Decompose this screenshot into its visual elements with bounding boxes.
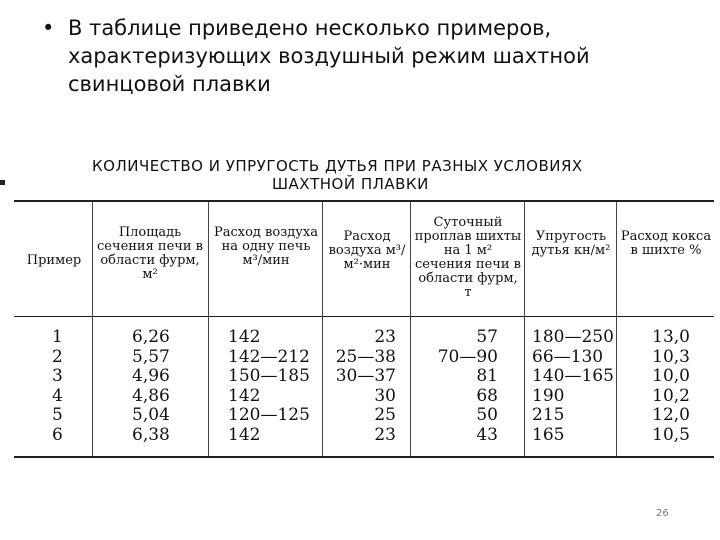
table-cell: 43 <box>476 424 498 445</box>
table-cell: 180—250 <box>532 327 614 347</box>
table-cell: 12,0 <box>652 405 690 425</box>
table-cell: 150—185 <box>228 366 310 386</box>
table-cell: 4 <box>52 385 63 406</box>
column-divider <box>208 202 209 456</box>
table-cell: 142 <box>228 385 261 406</box>
table-cell: 5,57 <box>132 346 170 367</box>
table-cell: 23 <box>374 327 396 347</box>
table-cell: 13,0 <box>652 327 690 347</box>
header-area: Площадь сечения печи в области фурм, м² <box>97 225 203 282</box>
table-cell: 81 <box>476 366 498 386</box>
table-title-line1: КОЛИЧЕСТВО И УПРУГОСТЬ ДУТЬЯ ПРИ РАЗНЫХ УСЛОВИЯХ <box>92 157 583 175</box>
table-cell: 215 <box>532 405 565 425</box>
header-blast-pressure: Упругость дутья кн/м² <box>531 229 611 258</box>
table-cell: 140—165 <box>532 366 614 386</box>
header-divider <box>14 316 714 317</box>
header-coke: Расход кокса в шихте % <box>620 229 712 258</box>
table-cell: 30 <box>374 385 396 406</box>
column-divider <box>92 202 93 456</box>
table-cell: 10,3 <box>652 346 690 367</box>
column-divider <box>524 202 525 456</box>
header-daily-smelting: Суточный проплав шихты на 1 м² сечения печи в области фурм, т <box>414 215 522 300</box>
column-divider <box>410 202 411 456</box>
page-number: 26 <box>656 508 669 519</box>
table-cell: 190 <box>532 385 565 406</box>
table-cell: 6,38 <box>132 424 170 445</box>
table-cell: 70—90 <box>437 346 498 367</box>
table-cell: 6 <box>52 424 63 445</box>
table-cell: 4,96 <box>132 366 170 386</box>
table-title-line2: ШАХТНОЙ ПЛАВКИ <box>272 175 429 193</box>
table-cell: 5,04 <box>132 405 170 425</box>
table-cell: 4,86 <box>132 385 170 406</box>
table-cell: 142 <box>228 327 261 347</box>
bullet-marker: • <box>42 16 55 40</box>
table-cell: 25 <box>374 405 396 425</box>
scanned-table <box>0 150 720 470</box>
column-divider <box>616 202 617 456</box>
header-example: Пример <box>26 253 82 268</box>
table-cell: 23 <box>374 424 396 445</box>
table-top-rule <box>14 200 714 202</box>
bullet-text: В таблице приведено несколько примеров, характеризующих воздушный режим шахтной свинцовой плавки <box>68 16 590 96</box>
table-cell: 3 <box>52 366 63 386</box>
table-cell: 10,2 <box>652 385 690 406</box>
table-cell: 30—37 <box>335 366 396 386</box>
header-air-specific: Расход воздуха м³/м²·мин <box>328 229 406 272</box>
header-air-per-furnace: Расход воздуха на одну печь м³/мин <box>213 225 319 268</box>
table-cell: 2 <box>52 346 63 367</box>
table-cell: 165 <box>532 424 565 445</box>
table-cell: 142 <box>228 424 261 445</box>
table-cell: 66—130 <box>532 346 604 367</box>
table-cell: 6,26 <box>132 327 170 347</box>
table-bottom-rule <box>14 456 714 458</box>
table-cell: 68 <box>476 385 498 406</box>
table-cell: 10,0 <box>652 366 690 386</box>
table-cell: 142—212 <box>228 346 310 367</box>
table-cell: 10,5 <box>652 424 690 445</box>
table-cell: 5 <box>52 405 63 425</box>
table-cell: 50 <box>476 405 498 425</box>
scan-mark <box>0 180 5 185</box>
table-cell: 25—38 <box>335 346 396 367</box>
table-cell: 120—125 <box>228 405 310 425</box>
table-cell: 57 <box>476 327 498 347</box>
table-cell: 1 <box>52 327 63 347</box>
column-divider <box>322 202 323 456</box>
